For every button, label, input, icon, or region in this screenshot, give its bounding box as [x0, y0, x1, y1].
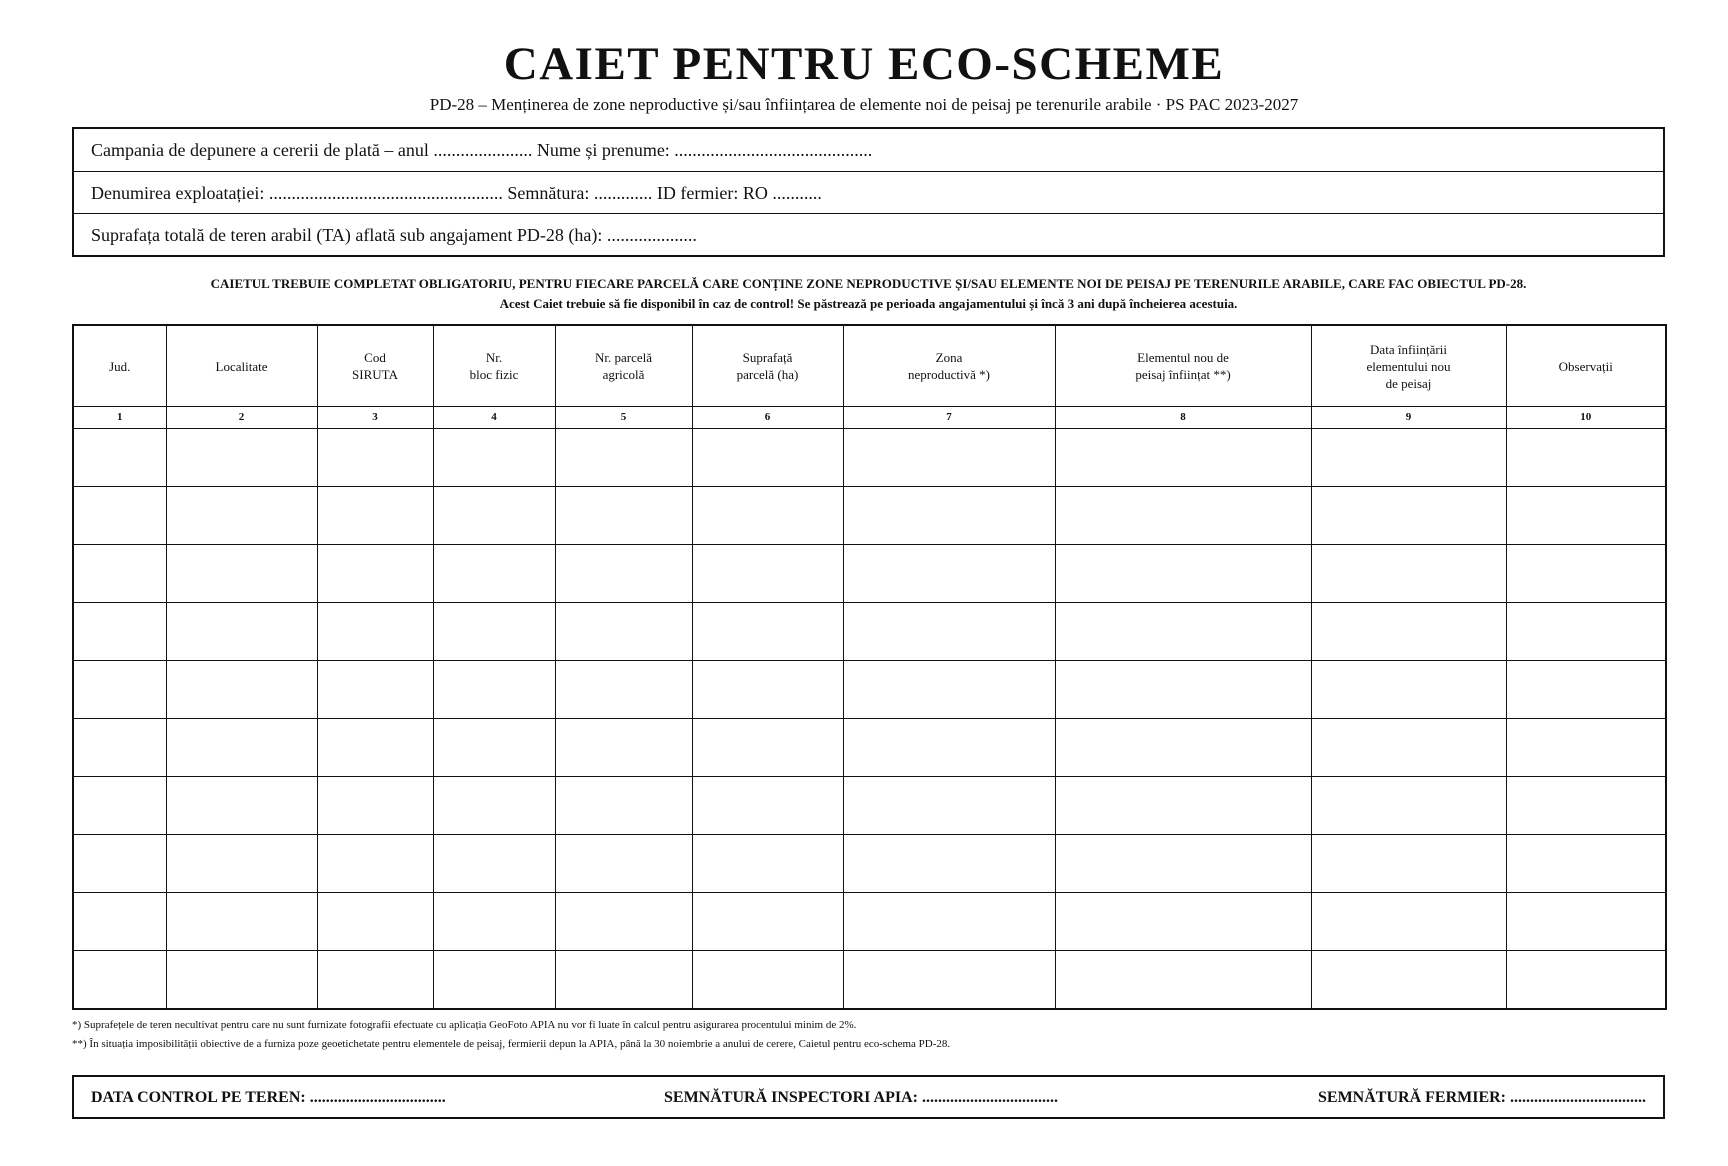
column-number: 3	[317, 407, 433, 429]
table-cell[interactable]	[1311, 429, 1506, 487]
table-cell[interactable]	[1055, 487, 1311, 545]
signature-box	[72, 1075, 1665, 1119]
table-cell[interactable]	[555, 545, 692, 603]
table-cell[interactable]	[1055, 603, 1311, 661]
table-cell[interactable]	[1506, 661, 1666, 719]
table-cell[interactable]	[1506, 603, 1666, 661]
table-cell[interactable]	[1506, 893, 1666, 951]
table-cell[interactable]	[317, 429, 433, 487]
column-number: 7	[843, 407, 1055, 429]
table-cell[interactable]	[317, 487, 433, 545]
table-cell[interactable]	[317, 893, 433, 951]
table-cell[interactable]	[843, 835, 1055, 893]
table-cell[interactable]	[433, 661, 555, 719]
table-cell[interactable]	[555, 951, 692, 1010]
table-cell[interactable]	[1311, 487, 1506, 545]
table-cell[interactable]	[317, 603, 433, 661]
table-cell[interactable]	[555, 777, 692, 835]
table-cell[interactable]	[692, 429, 843, 487]
column-header-2	[166, 325, 317, 407]
table-cell[interactable]	[317, 545, 433, 603]
column-number: 5	[555, 407, 692, 429]
table-cell[interactable]	[317, 835, 433, 893]
column-header-line: Nr.	[485, 350, 503, 365]
table-cell[interactable]	[73, 951, 166, 1010]
table-cell[interactable]	[166, 893, 317, 951]
table-cell[interactable]	[166, 951, 317, 1010]
table-cell[interactable]	[166, 603, 317, 661]
table-cell[interactable]	[317, 951, 433, 1010]
table-cell[interactable]	[843, 951, 1055, 1010]
parcel-table	[72, 324, 1667, 1010]
table-row	[73, 661, 1666, 719]
column-header-line: Localitate	[215, 358, 268, 374]
table-row	[73, 893, 1666, 951]
table-cell[interactable]	[843, 603, 1055, 661]
table-cell[interactable]	[73, 603, 166, 661]
column-header-line: Data înființării	[1370, 341, 1447, 357]
table-cell[interactable]	[692, 545, 843, 603]
column-header-10	[1506, 325, 1666, 407]
table-cell[interactable]	[692, 719, 843, 777]
column-header-7	[843, 325, 1055, 407]
inspectors-signature-field[interactable]: SEMNĂTURĂ INSPECTORI APIA: ..................................	[664, 1089, 1058, 1106]
table-cell[interactable]	[843, 777, 1055, 835]
retention-notice: Acest Caiet trebuie să fie disponibil în caz de control! Se păstrează pe perioada angajamentului și încă 3 ani după încheierea acestuia.	[499, 296, 1238, 311]
table-cell[interactable]	[73, 429, 166, 487]
column-header-5	[555, 325, 692, 407]
table-cell[interactable]	[433, 719, 555, 777]
table-cell[interactable]	[555, 661, 692, 719]
table-cell[interactable]	[1055, 661, 1311, 719]
footnote-landscape-element: **) În situația imposibilității obiective de a furniza poze geoetichetate pentru elementele de peisaj, fermierii depun la APIA, până la 30 noiembrie a anului de cerere, Caietul pentru eco-schema PD-28.	[72, 1038, 951, 1050]
table-cell[interactable]	[433, 951, 555, 1010]
table-cell[interactable]	[73, 661, 166, 719]
table-cell[interactable]	[692, 603, 843, 661]
column-header-9	[1311, 325, 1506, 407]
table-cell[interactable]	[555, 603, 692, 661]
table-cell[interactable]	[73, 893, 166, 951]
table-cell[interactable]	[1055, 893, 1311, 951]
table-cell[interactable]	[1506, 777, 1666, 835]
table-cell[interactable]	[317, 661, 433, 719]
applicant-info-box	[72, 127, 1665, 257]
column-header-line: peisaj înființat **)	[1135, 367, 1231, 382]
table-cell[interactable]	[1311, 603, 1506, 661]
table-cell[interactable]	[555, 719, 692, 777]
table-cell[interactable]	[433, 893, 555, 951]
table-cell[interactable]	[1055, 429, 1311, 487]
table-cell[interactable]	[317, 719, 433, 777]
table-header-row	[73, 325, 1666, 407]
column-header-1	[73, 325, 166, 407]
column-header-8	[1055, 325, 1311, 407]
column-header-line: Cod	[364, 350, 386, 365]
column-number-row	[73, 407, 1666, 429]
table-row	[73, 777, 1666, 835]
table-cell[interactable]	[317, 777, 433, 835]
table-cell[interactable]	[166, 835, 317, 893]
column-number: 6	[692, 407, 843, 429]
table-cell[interactable]	[1311, 719, 1506, 777]
table-row	[73, 719, 1666, 777]
table-cell[interactable]	[1055, 777, 1311, 835]
column-header-line: Elementul nou de	[1137, 350, 1229, 365]
control-date-field[interactable]: DATA CONTROL PE TEREN: ..................................	[91, 1089, 446, 1106]
table-cell[interactable]	[1506, 951, 1666, 1010]
column-header-line: Suprafață	[742, 350, 793, 365]
column-header-line: de peisaj	[1385, 375, 1432, 391]
footnote-unproductive-zone: *) Suprafețele de teren necultivat pentru care nu sunt furnizate fotografii efectuate cu aplicația GeoFoto APIA nu vor fi luate în calcul pentru asigurarea procentului minim de 2%.	[72, 1019, 857, 1031]
table-cell[interactable]	[1055, 545, 1311, 603]
table-cell[interactable]	[166, 545, 317, 603]
column-header-line: SIRUTA	[352, 367, 398, 382]
table-cell[interactable]	[843, 893, 1055, 951]
table-cell[interactable]	[555, 487, 692, 545]
table-cell[interactable]	[166, 661, 317, 719]
table-cell[interactable]	[843, 545, 1055, 603]
total-area-field[interactable]: Suprafața totală de teren arabil (TA) aflată sub angajament PD-28 (ha): ....................	[91, 225, 697, 246]
table-row	[73, 487, 1666, 545]
column-number: 4	[433, 407, 555, 429]
table-cell[interactable]	[1311, 835, 1506, 893]
table-row	[73, 951, 1666, 1010]
page-title: CAIET PENTRU ECO-SCHEME	[503, 38, 1225, 90]
table-cell[interactable]	[433, 545, 555, 603]
column-number: 2	[166, 407, 317, 429]
table-cell[interactable]	[73, 487, 166, 545]
table-cell[interactable]	[433, 835, 555, 893]
table-cell[interactable]	[692, 835, 843, 893]
column-header-line: Nr. parcelă	[594, 350, 653, 365]
mandatory-notice: CAIETUL TREBUIE COMPLETAT OBLIGATORIU, PENTRU FIECARE PARCELĂ CARE CONȚINE ZONE NEPRODUCTIVE ȘI/SAU ELEMENTE NOI DE PEISAJ PE TERENURILE ARABILE, CARE FAC OBIECTUL PD-28.	[210, 276, 1527, 291]
column-number: 10	[1506, 407, 1666, 429]
table-cell[interactable]	[166, 777, 317, 835]
table-cell[interactable]	[843, 719, 1055, 777]
farmer-signature-field[interactable]: SEMNĂTURĂ FERMIER: ..................................	[1318, 1089, 1646, 1106]
table-cell[interactable]	[555, 429, 692, 487]
table-cell[interactable]	[1055, 835, 1311, 893]
table-cell[interactable]	[692, 661, 843, 719]
column-header-line: elementului nou	[1366, 358, 1451, 374]
table-cell[interactable]	[433, 429, 555, 487]
table-cell[interactable]	[555, 893, 692, 951]
table-cell[interactable]	[166, 719, 317, 777]
table-row	[73, 603, 1666, 661]
table-cell[interactable]	[843, 661, 1055, 719]
table-cell[interactable]	[843, 487, 1055, 545]
table-cell[interactable]	[1506, 545, 1666, 603]
campaign-name-field[interactable]: Campania de depunere a cererii de plată – anul ...................... Nume și prenume: ............................................	[74, 129, 1663, 172]
table-cell[interactable]	[73, 719, 166, 777]
table-cell[interactable]	[1506, 487, 1666, 545]
table-row	[73, 545, 1666, 603]
column-header-line: Zona	[935, 350, 963, 365]
table-cell[interactable]	[73, 835, 166, 893]
table-cell[interactable]	[166, 487, 317, 545]
table-cell[interactable]	[1311, 951, 1506, 1010]
table-cell[interactable]	[692, 893, 843, 951]
table-cell[interactable]	[555, 835, 692, 893]
table-cell[interactable]	[1506, 719, 1666, 777]
table-row	[73, 429, 1666, 487]
table-cell[interactable]	[1311, 545, 1506, 603]
column-header-line: parcelă (ha)	[736, 367, 799, 382]
table-cell[interactable]	[1506, 429, 1666, 487]
column-number: 9	[1311, 407, 1506, 429]
column-header-line: bloc fizic	[469, 367, 519, 382]
table-cell[interactable]	[1055, 719, 1311, 777]
table-cell[interactable]	[433, 777, 555, 835]
table-cell[interactable]	[433, 487, 555, 545]
table-cell[interactable]	[166, 429, 317, 487]
table-cell[interactable]	[692, 777, 843, 835]
table-row	[73, 835, 1666, 893]
table-cell[interactable]	[73, 777, 166, 835]
table-cell[interactable]	[1311, 893, 1506, 951]
column-header-3	[317, 325, 433, 407]
column-number: 8	[1055, 407, 1311, 429]
farm-signature-id-field[interactable]: Denumirea exploatației: .................................................... Semnătura: ............. ID fermier: RO ...........	[74, 172, 1663, 215]
column-header-line: Observații	[1558, 358, 1613, 374]
page-subtitle: PD-28 – Menținerea de zone neproductive și/sau înființarea de elemente noi de peisaj pe terenurile arabile · PS PAC 2023-2027	[429, 95, 1299, 114]
column-header-line: agricolă	[602, 367, 645, 382]
table-cell[interactable]	[1055, 951, 1311, 1010]
column-number: 1	[73, 407, 166, 429]
table-cell[interactable]	[692, 487, 843, 545]
table-cell[interactable]	[1311, 777, 1506, 835]
column-header-line: neproductivă *)	[908, 367, 990, 382]
column-header-4	[433, 325, 555, 407]
table-cell[interactable]	[692, 951, 843, 1010]
column-header-line: Jud.	[109, 358, 131, 374]
table-cell[interactable]	[1506, 835, 1666, 893]
table-cell[interactable]	[1311, 661, 1506, 719]
table-cell[interactable]	[843, 429, 1055, 487]
column-header-6	[692, 325, 843, 407]
table-cell[interactable]	[433, 603, 555, 661]
table-cell[interactable]	[73, 545, 166, 603]
